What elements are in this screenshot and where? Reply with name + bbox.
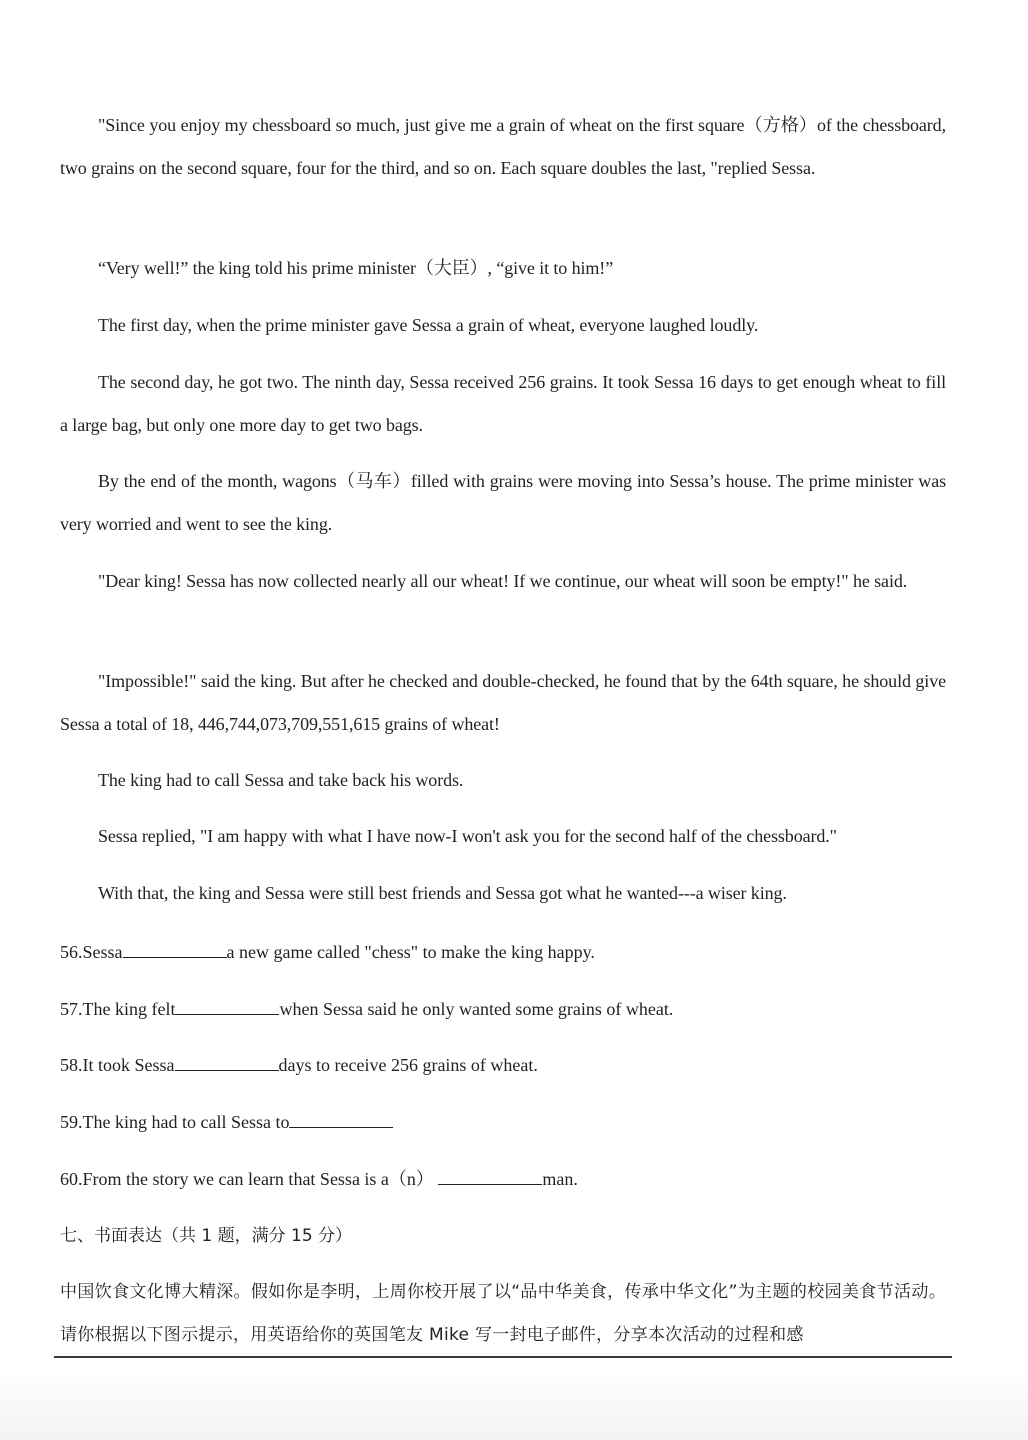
question-56 — [60, 939, 595, 965]
question-57-rest: when Sessa said he only wanted some grains of wheat. — [279, 999, 674, 1019]
story-paragraph-7: "Impossible!" said the king. But after he checked and double-checked, he found that by the 64th square, he should give Sessa a total of 18, 446,744,073,709,551,615 grains of wheat! — [60, 671, 946, 734]
story-paragraph-8: The king had to call Sessa and take back his words. — [98, 770, 464, 790]
question-60-stem: 60.From the story we can learn that Sessa is a（n） — [60, 1169, 434, 1189]
story-paragraph-5: By the end of the month, wagons（马车）filled with grains were moving into Sessa’s house. The prime minister was very worried and went to see the king. — [60, 471, 946, 534]
section-7-heading: 七、书面表达（共 1 题，满分 15 分） — [60, 1226, 353, 1246]
story-paragraph-10: With that, the king and Sessa were still best friends and Sessa got what he wanted---a wiser king. — [98, 883, 787, 903]
writing-prompt: 中国饮食文化博大精深。假如你是李明，上周你校开展了以“品中华美食，传承中华文化”为主题的校园美食节活动。请你根据以下图示提示，用英语给你的英国笔友 Mike 写一封电子邮件，分享本次活动的过程和感 — [60, 1282, 946, 1345]
question-58-rest: days to receive 256 grains of wheat. — [278, 1055, 538, 1075]
story-paragraph-6: "Dear king! Sessa has now collected nearly all our wheat! If we continue, our wheat will soon be empty!" he said. — [98, 571, 908, 591]
answer-blank-57[interactable] — [175, 998, 279, 1015]
story-paragraph-4: The second day, he got two. The ninth day, Sessa received 256 grains. It took Sessa 16 days to get enough wheat to fill a large bag, but only one more day to get two bags. — [60, 372, 946, 435]
answer-blank-56[interactable] — [123, 941, 227, 958]
question-56-rest: a new game called "chess" to make the king happy. — [226, 942, 595, 962]
answer-blank-58[interactable] — [175, 1054, 279, 1071]
bottom-rule — [54, 1356, 952, 1358]
question-59 — [60, 1109, 393, 1135]
story-paragraph-2: “Very well!” the king told his prime minister（大臣）, “give it to him!” — [98, 258, 614, 278]
story-paragraph-9: Sessa replied, "I am happy with what I have now-I won't ask you for the second half of the chessboard." — [98, 826, 837, 846]
question-56-stem: 56.Sessa — [60, 942, 123, 962]
question-58-stem: 58.It took Sessa — [60, 1055, 175, 1075]
question-59-stem: 59.The king had to call Sessa to — [60, 1112, 290, 1132]
question-60-rest: man. — [542, 1169, 578, 1189]
question-57 — [60, 996, 673, 1022]
page-bottom-shadow — [0, 1370, 1028, 1440]
story-paragraph-3: The first day, when the prime minister gave Sessa a grain of wheat, everyone laughed loudly. — [98, 315, 759, 335]
story-paragraph-1: "Since you enjoy my chessboard so much, just give me a grain of wheat on the first square（方格）of the chessboard, two grains on the second square, four for the third, and so on. Each square doubles the last, "replied Sessa. — [60, 115, 946, 178]
answer-blank-59[interactable] — [289, 1111, 393, 1128]
answer-blank-60[interactable] — [438, 1168, 542, 1185]
question-57-stem: 57.The king felt — [60, 999, 176, 1019]
question-60 — [60, 1166, 578, 1192]
question-58 — [60, 1052, 538, 1078]
